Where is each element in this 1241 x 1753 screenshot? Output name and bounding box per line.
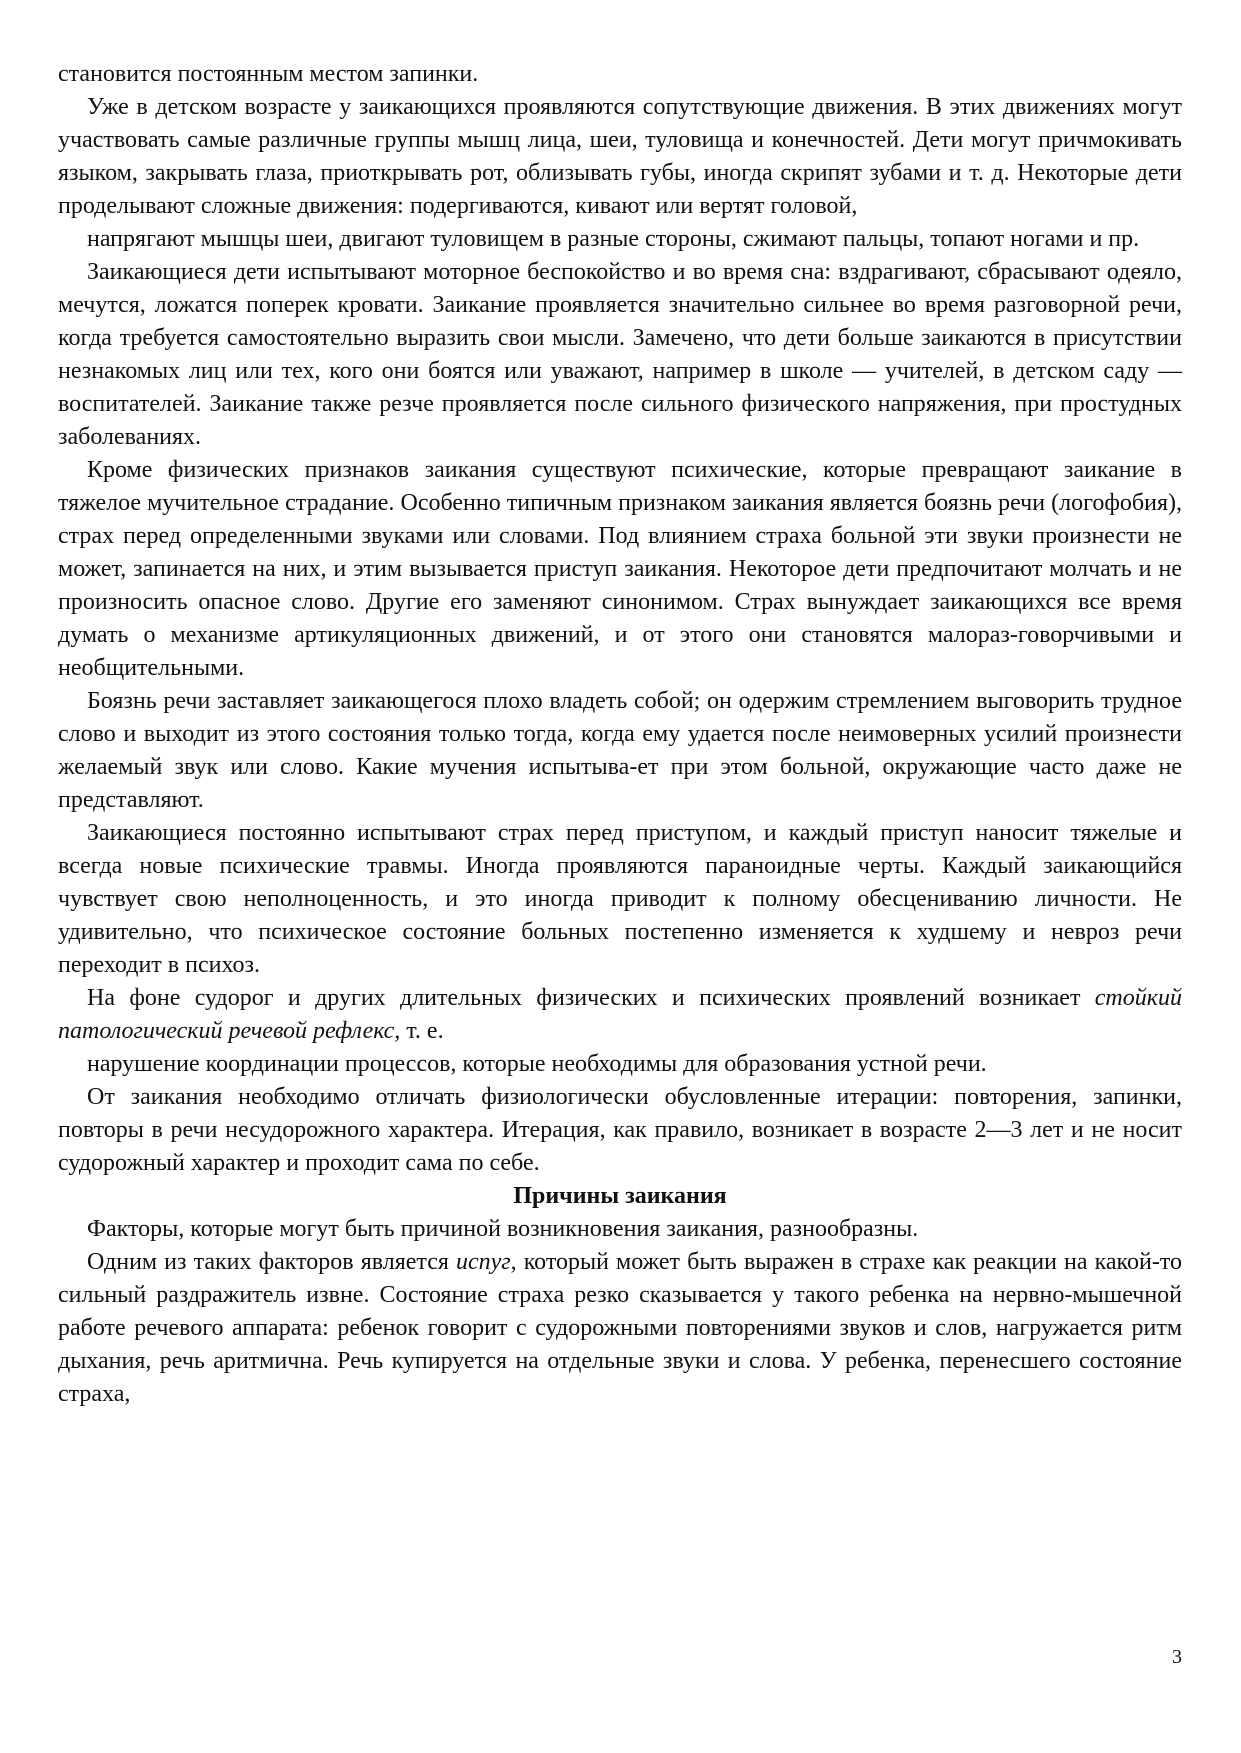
paragraph: нарушение координации процессов, которые необходимы для образования устной речи. [87,1051,987,1077]
text-run: который может быть выражен в страхе как реакции на какой-то сильный раздражитель извне. Состояние страха резко сказывается у такого ребенка на нервно-мышечной работе речевого аппарата: ребенок говорит с судорожными повторениями звуков и слов, нагружается ритм дыхания, речь аритмична. Речь купируется на отдельные звуки и слова. У ребенка, перенесшего состояние страха, [58,1249,1183,1407]
text-run: На фоне судорог и других длительных физических и психических проявлений возникает [87,985,1095,1011]
paragraph: становится постоянным местом запинки. [58,61,479,87]
italic-term: испуг, [455,1249,517,1275]
paragraph: Кроме физических признаков заикания существуют психические, которые превращают заикание в тяжелое мучительное страдание. Особенно типичным признаком заикания является боязнь речи (логофобия), страх перед определенными звуками или словами. Под влиянием страха больной эти звуки произнести не может, запинается на них, и этим вызывается приступ заикания. Некоторое дети предпочитают молчать и не произносить опасное слово. Другие его заменяют синонимом. Страх вынуждает заикающихся все время думать о механизме артикуляционных движений, и от этого они становятся малораз-говорчивыми и необщительными. [58,457,1182,681]
paragraph-fright [58,1246,1182,1411]
italic-term: стойкий патологический речевой рефлекс, [58,985,1182,1044]
paragraph: напрягают мышцы шеи, двигают туловищем в разные стороны, сжимают пальцы, топают ногами и пр. [87,226,1140,252]
paragraph: Заикающиеся дети испытывают моторное беспокойство и во время сна: вздрагивают, сбрасывают одеяло, мечутся, ложатся поперек кровати. Заикание проявляется значительно сильнее во время разговорной речи, когда требуется самостоятельно выразить свои мысли. Замечено, что дети больше заикаются в присутствии незнакомых лиц или тех, кого они боятся или уважают, например в школе — учителей, в детском саду — воспитателей. Заикание также резче проявляется после сильного физического напряжения, при простудных заболеваниях. [58,259,1182,450]
page-number: 3 [1172,1646,1182,1668]
paragraph: Боязнь речи заставляет заикающегося плохо владеть собой; он одержим стремлением выговорить трудное слово и выходит из этого состояния только тогда, когда ему удается после неимоверных усилий произнести желаемый звук или слово. Какие мучения испытыва-ет при этом больной, окружающие часто даже не представляют. [58,688,1182,813]
document-page [58,58,1182,1411]
paragraph: Заикающиеся постоянно испытывают страх перед приступом, и каждый приступ наносит тяжелые и всегда новые психические травмы. Иногда проявляются параноидные черты. Каждый заикающийся чувствует свою неполноценность, и это иногда приводит к полному обесцениванию личности. Не удивительно, что психическое состояние больных постепенно изменяется к худшему и невроз речи переходит в психоз. [58,820,1182,978]
section-heading: Причины заикания [513,1183,727,1209]
paragraph: От заикания необходимо отличать физиологически обусловленные итерации: повторения, запинки, повторы в речи несудорожного характера. Итерация, как правило, возникает в возрасте 2—3 лет и не носит судорожный характер и проходит сама по себе. [58,1084,1182,1176]
paragraph: Уже в детском возрасте у заикающихся проявляются сопутствующие движения. В этих движениях могут участвовать самые различные группы мышц лица, шеи, туловища и конечностей. Дети могут причмокивать языком, закрывать глаза, приоткрывать рот, облизывать губы, иногда скрипят зубами и т. д. Некоторые дети проделывают сложные движения: подергиваются, кивают или вертят головой, [58,94,1182,219]
paragraph: Факторы, которые могут быть причиной возникновения заикания, разнообразны. [87,1216,919,1242]
text-run: Одним из таких факторов является [87,1249,456,1275]
paragraph-reflex [58,982,1182,1048]
text-run: т. е. [400,1018,444,1044]
